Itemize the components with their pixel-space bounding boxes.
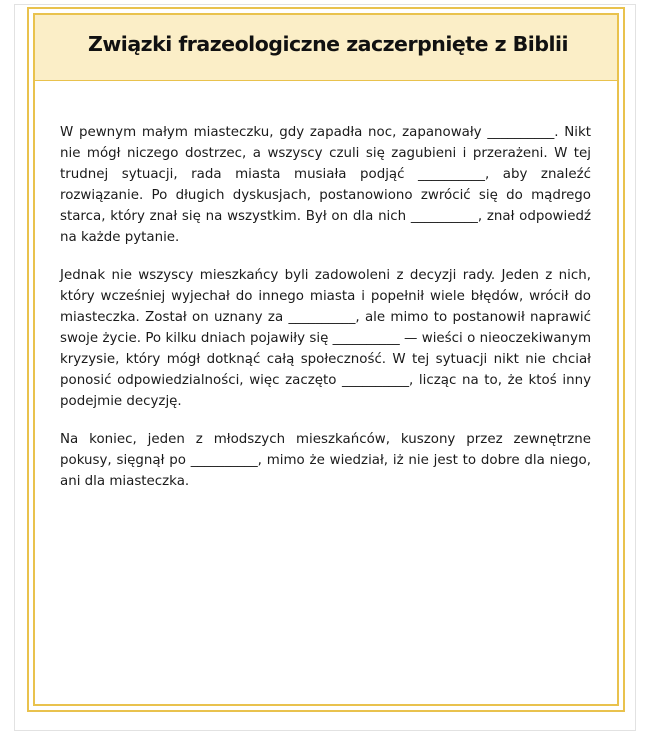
paragraph-2: Jednak nie wszyscy mieszkańcy byli zadowoleni z decyzji rady. Jeden z nich, który wcześniej wyjechał do innego miasta i popełnił wiele błędów, wrócił do miasteczka. Został on uznany za __________, ale mimo to postanowił naprawić swoje życie. Po kilku dniach pojawiły się __________ — wieści o nieoczekiwanym kryzysie, który mógł dotknąć całą społeczność. W tej sytuacji nikt nie chciał ponosić odpowiedzialności, więc zaczęto __________, licząc na to, że ktoś inny podejmie decyzję. [60, 268, 591, 409]
worksheet-inner-frame [33, 13, 619, 706]
worksheet-body [60, 122, 591, 509]
page-title: Związki frazeologiczne zaczerpnięte z Biblii [88, 32, 569, 56]
paragraph-1: W pewnym małym miasteczku, gdy zapadła noc, zapanowały __________. Nikt nie mógł niczego dostrzec, a wszyscy czuli się zagubieni i przerażeni. W tej trudnej sytuacji, rada miasta musiała podjąć __________, aby znaleźć rozwiązanie. Po długich dyskusjach, postanowiono zwrócić się do mądrego starca, który znał się na wszystkim. Był on dla nich __________, znał odpowiedź na każde pytanie. [60, 125, 591, 245]
paragraph-3: Na koniec, jeden z młodszych mieszkańców, kuszony przez zewnętrzne pokusy, sięgnął po __________, mimo że wiedział, iż nie jest to dobre dla niego, ani dla miasteczka. [60, 432, 591, 489]
title-banner [35, 15, 617, 81]
worksheet-frame [27, 7, 625, 712]
